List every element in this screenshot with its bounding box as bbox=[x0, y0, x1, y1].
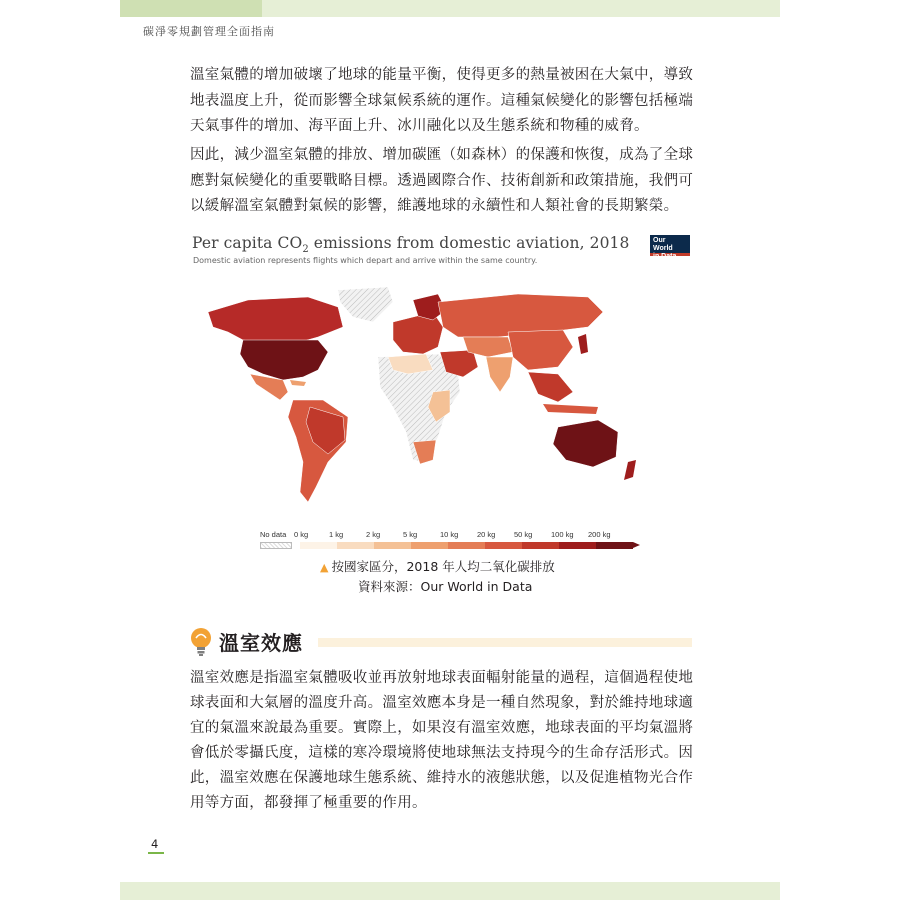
legend-swatch bbox=[522, 542, 559, 549]
region-southeast-asia bbox=[528, 372, 573, 402]
region-usa bbox=[240, 340, 328, 380]
legend-label: 10 kg bbox=[440, 530, 459, 539]
caption-triangle-icon: ▲ bbox=[320, 561, 329, 574]
legend-swatch bbox=[337, 542, 374, 549]
lightbulb-icon bbox=[190, 627, 212, 657]
region-canada bbox=[208, 297, 343, 344]
legend-label: 5 kg bbox=[403, 530, 418, 539]
world-map bbox=[188, 282, 698, 512]
emissions-map-figure bbox=[188, 232, 698, 557]
legend-swatch bbox=[300, 542, 337, 549]
paragraph-2: 因此，減少溫室氣體的排放、增加碳匯（如森林）的保護和恢復，成為了全球應對氣候變化的重要戰略目標。透過國際合作、技術創新和政策措施，我們可以緩解溫室氣體對氣候的影響，維護地球的永續性和人類社會的長期繁榮。 bbox=[190, 147, 694, 214]
page-number-underline bbox=[148, 852, 164, 854]
region-australia bbox=[553, 420, 618, 467]
page-number: 4 bbox=[151, 837, 159, 851]
legend-label: 50 kg bbox=[514, 530, 533, 539]
map-legend bbox=[260, 530, 640, 554]
legend-swatch bbox=[485, 542, 522, 549]
legend-swatch bbox=[374, 542, 411, 549]
region-greenland bbox=[338, 287, 393, 322]
legend-label: 20 kg bbox=[477, 530, 496, 539]
section-title: 溫室效應 bbox=[219, 631, 303, 655]
region-japan bbox=[578, 334, 588, 354]
top-header-band bbox=[120, 0, 780, 17]
figure-subtitle: Domestic aviation represents flights which depart and arrive within the same country. bbox=[193, 256, 538, 265]
legend-swatch bbox=[596, 542, 633, 549]
region-new-zealand bbox=[624, 460, 636, 480]
figure-title: Per capita $CO_2$ emissions from domestic aviation, 2018 bbox=[192, 234, 630, 256]
header-band-accent bbox=[120, 0, 262, 17]
legend-label: 100 kg bbox=[551, 530, 574, 539]
legend-label-no-data: No data bbox=[260, 530, 287, 539]
bottom-footer-band bbox=[120, 882, 780, 900]
legend-swatch bbox=[411, 542, 448, 549]
figure-source: 資料來源：Our World in Data bbox=[358, 579, 533, 594]
region-indonesia bbox=[543, 404, 598, 414]
region-china bbox=[508, 330, 573, 370]
paragraph-1: 溫室氣體的增加破壞了地球的能量平衡，使得更多的熱量被困在大氣中，導致地表溫度上升，從而影響全球氣候系統的運作。這種氣候變化的影響包括極端天氣事件的增加、海平面上升、冰川融化以及生態系統和物種的威脅。 bbox=[190, 67, 694, 134]
owid-logo: Our World in Data bbox=[650, 235, 690, 256]
region-russia bbox=[438, 294, 603, 337]
paragraph-3: 溫室效應是指溫室氣體吸收並再放射地球表面輻射能量的過程，這個過程使地球表面和大氣層的溫度升高。溫室效應本身是一種自然現象，對於維持地球適宜的氣溫來說最為重要。實際上，如果沒有溫室效應，地球表面的平均氣溫將會低於零攝氏度，這樣的寒冷環境將使地球無法支持現今的生命存活形式。因此，溫室效應在保護地球生態系統、維持水的液態狀態，以及促進植物光合作用等方面，都發揮了極重要的作用。 bbox=[190, 670, 694, 811]
legend-swatch bbox=[448, 542, 485, 549]
legend-swatch bbox=[559, 542, 596, 549]
running-title: 碳淨零規劃管理全面指南 bbox=[143, 25, 275, 38]
region-caribbean bbox=[290, 380, 306, 386]
legend-swatch-no-data bbox=[260, 542, 292, 549]
legend-label: 1 kg bbox=[329, 530, 344, 539]
region-india bbox=[486, 357, 513, 392]
section-rule bbox=[318, 638, 692, 647]
figure-caption: ▲ 按國家區分，2018 年人均二氧化碳排放 bbox=[320, 559, 555, 574]
legend-label: 0 kg bbox=[294, 530, 309, 539]
legend-label: 200 kg bbox=[588, 530, 611, 539]
legend-label: 2 kg bbox=[366, 530, 381, 539]
legend-arrow-icon bbox=[633, 542, 640, 548]
